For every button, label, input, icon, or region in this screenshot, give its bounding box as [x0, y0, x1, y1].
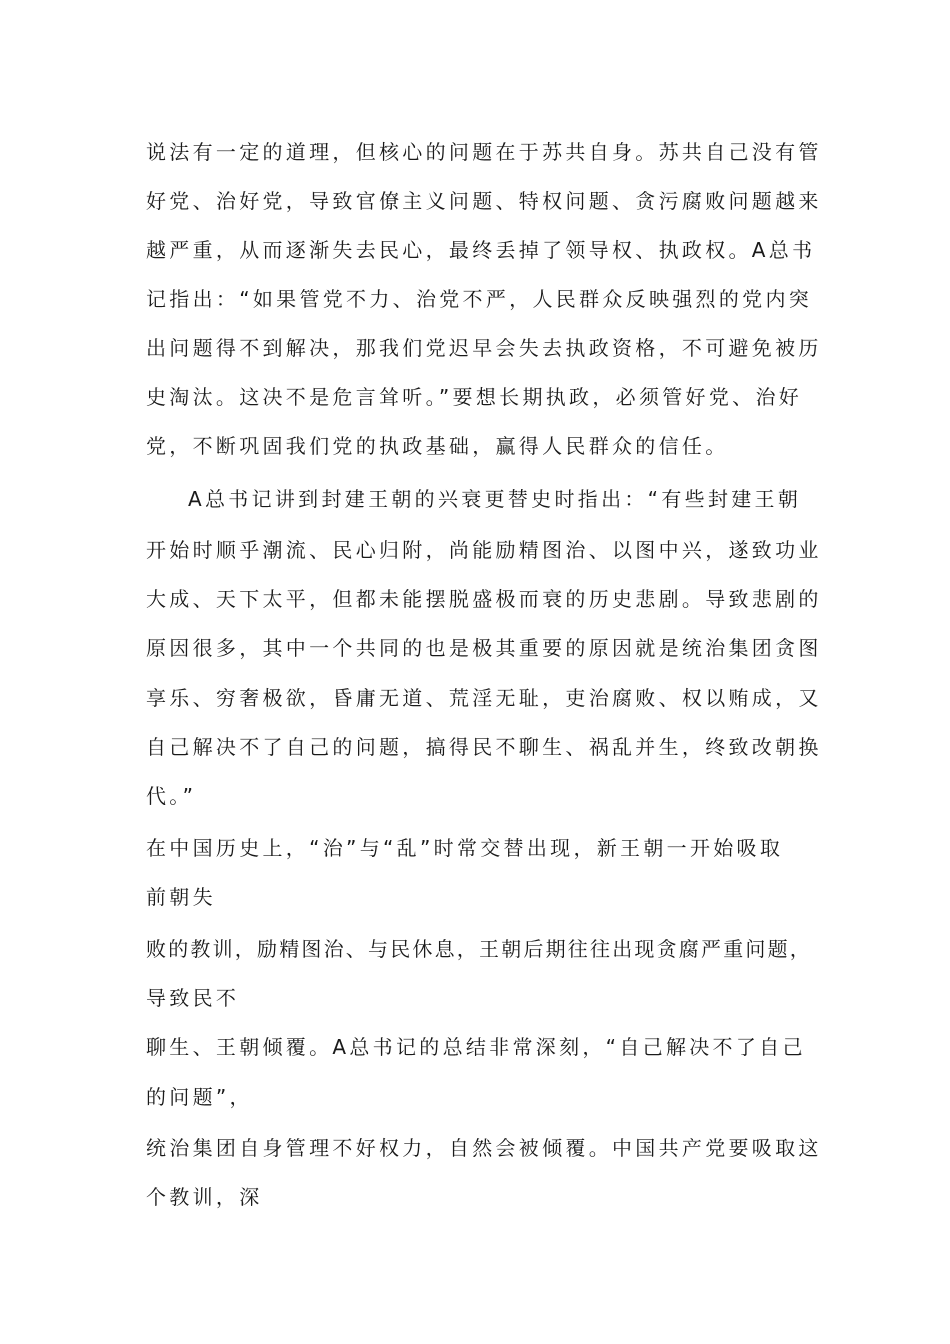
- text-line: 前朝失: [146, 885, 216, 909]
- text-line: 败的教训，励精图治、与民休息，王朝后期往往出现贪腐严重问题，: [146, 937, 812, 961]
- text-line: 统治集团自身管理不好权力，自然会被倾覆。中国共产党要吸取这: [146, 1136, 822, 1160]
- text-line: 记指出：“如果管党不力、治党不严，人民群众反映强烈的党内突: [146, 287, 813, 311]
- text-line: 党，不断巩固我们党的执政基础，赢得人民群众的信任。: [146, 434, 729, 458]
- text-line: 原因很多，其中一个共同的也是极其重要的原因就是统治集团贪图: [146, 636, 822, 660]
- paragraph-first-line: A总书记讲到封建王朝的兴衰更替史时指出：“有些封建王朝: [188, 487, 802, 511]
- text-line: 出问题得不到解决，那我们党迟早会失去执政资格，不可避免被历: [146, 336, 822, 360]
- text-line: 开始时顺乎潮流、民心归附，尚能励精图治、以图中兴，遂致功业: [146, 538, 822, 562]
- text-line: 导致民不: [146, 986, 240, 1010]
- text-line: 享乐、穷奢极欲，昏庸无道、荒淫无耻，吏治腐败、权以贿成，又: [146, 686, 822, 710]
- text-line: 史淘汰。这决不是危言耸听。”要想长期执政，必须管好党、治好: [146, 385, 803, 409]
- text-line: 在中国历史上，“治”与“乱”时常交替出现，新王朝一开始吸取: [146, 836, 784, 860]
- text-line: 的问题”，: [146, 1085, 253, 1109]
- text-line: 自己解决不了自己的问题，搞得民不聊生、祸乱并生，终致改朝换: [146, 735, 822, 759]
- text-line: 越严重，从而逐渐失去民心，最终丢掉了领导权、执政权。A总书: [146, 238, 816, 262]
- text-line: 代。”: [146, 784, 197, 808]
- text-line: 个教训，深: [146, 1185, 263, 1209]
- text-line: 好党、治好党，导致官僚主义问题、特权问题、贪污腐败问题越来: [146, 189, 822, 213]
- text-line: 说法有一定的道理，但核心的问题在于苏共自身。苏共自己没有管: [146, 140, 822, 164]
- text-line: 大成、天下太平，但都未能摆脱盛极而衰的历史悲剧。导致悲剧的: [146, 587, 822, 611]
- text-line: 聊生、王朝倾覆。A总书记的总结非常深刻，“自己解决不了自己: [146, 1035, 806, 1059]
